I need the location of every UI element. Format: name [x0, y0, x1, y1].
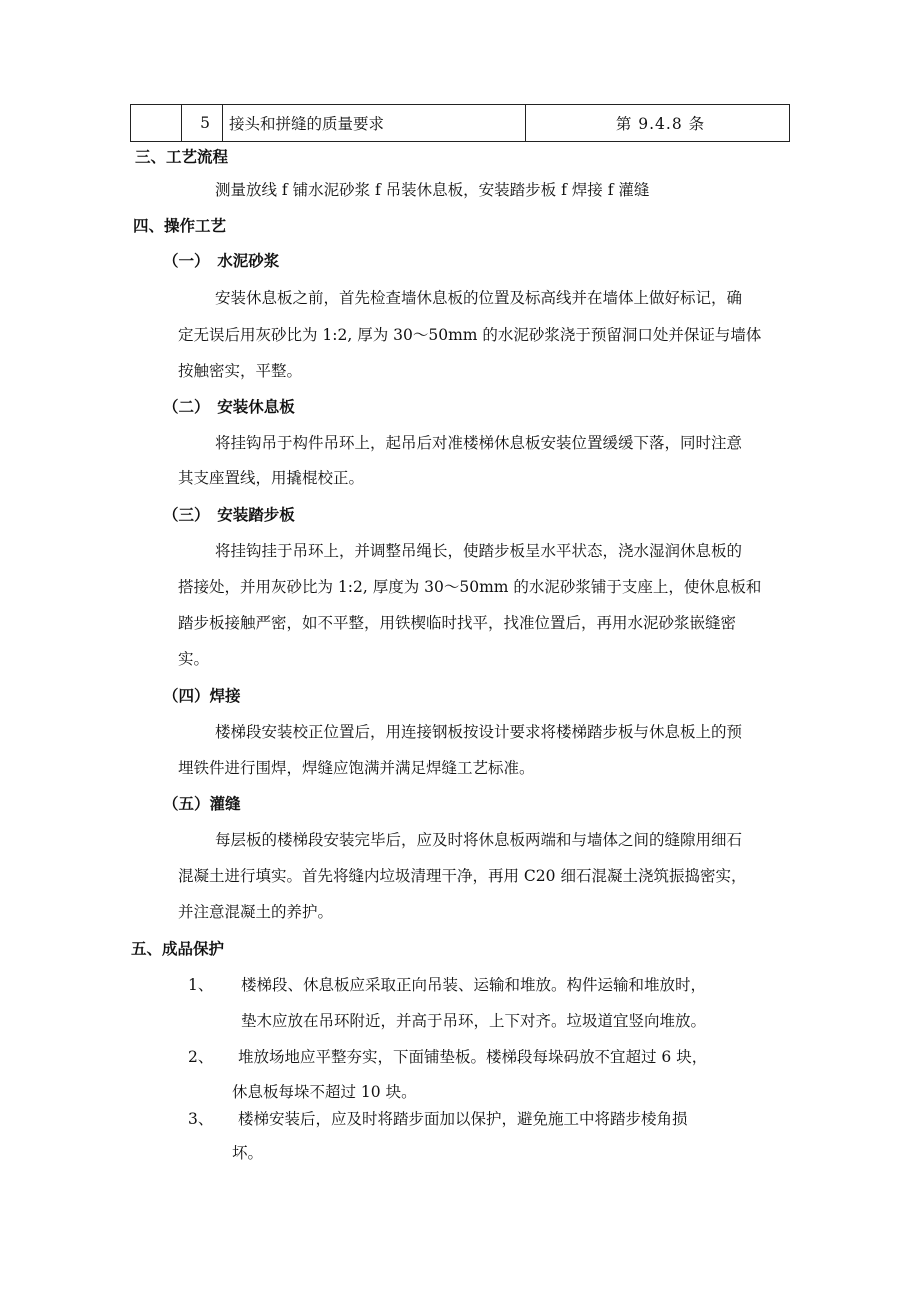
table-cell-reference: 第 9.4.8 条	[526, 105, 790, 142]
list-item-line: 坏。	[232, 1144, 264, 1162]
subsection-3-heading: （三） 安装踏步板	[163, 505, 295, 524]
list-item-line: 垫木应放在吊环附近，并高于吊环，上下对齐。垃圾道宜竖向堆放。	[241, 1012, 707, 1030]
subsection-3-line: 将挂钩挂于吊环上，并调整吊绳长，使踏步板呈水平状态，浇水湿润休息板的	[215, 542, 743, 560]
subsection-3-line: 实。	[178, 650, 210, 668]
subsection-5-line: 混凝土进行填实。首先将缝内垃圾清理干净，再用 C20 细石混凝土浇筑振捣密实，	[178, 867, 747, 885]
subsection-3-line: 踏步板接触严密，如不平整，用铁楔临时找平，找准位置后，再用水泥砂浆嵌缝密	[178, 614, 737, 632]
subsection-4-line: 埋铁件进行围焊，焊缝应饱满并满足焊缝工艺标准。	[178, 759, 535, 777]
subsection-4-heading: （四）焊接	[163, 686, 241, 705]
list-item-number: 1、	[188, 976, 214, 994]
list-item-line: 楼梯段、休息板应采取正向吊装、运输和堆放。构件运输和堆放时，	[241, 976, 707, 994]
subsection-2-line: 将挂钩吊于构件吊环上，起吊后对准楼梯休息板安装位置缓缓下落，同时注意	[215, 434, 743, 452]
subsection-1-heading: （一） 水泥砂浆	[163, 251, 280, 270]
process-flow: 测量放线 f 铺水泥砂浆 f 吊装休息板，安装踏步板 f 焊接 f 灌缝	[215, 181, 650, 199]
list-item-line: 堆放场地应平整夯实，下面铺垫板。楼梯段每垛码放不宜超过 6 块，	[238, 1048, 708, 1066]
subsection-5-heading: （五）灌缝	[163, 794, 241, 813]
list-item-number: 2、	[188, 1048, 214, 1066]
list-item-number: 3、	[188, 1110, 214, 1128]
table-cell-item: 接头和拼缝的质量要求	[223, 105, 526, 142]
list-item-line: 休息板每垛不超过 10 块。	[232, 1083, 417, 1101]
subsection-2-heading: （二） 安装休息板	[163, 397, 295, 416]
table-cell-number: 5	[182, 105, 223, 142]
section-3-heading: 三、工艺流程	[135, 147, 229, 166]
subsection-5-line: 每层板的楼梯段安装完毕后，应及时将休息板两端和与墙体之间的缝隙用细石	[215, 831, 743, 849]
section-4-heading: 四、操作工艺	[133, 216, 227, 235]
subsection-1-line: 按触密实，平整。	[178, 362, 303, 380]
quality-table	[130, 104, 790, 142]
subsection-5-line: 并注意混凝土的养护。	[178, 903, 334, 921]
subsection-1-line: 定无误后用灰砂比为 1:2, 厚为 30～50mm 的水泥砂浆浇于预留洞口处并保证与墙体	[178, 326, 762, 344]
table-cell-blank	[131, 105, 182, 142]
subsection-1-line: 安装休息板之前，首先检查墙休息板的位置及标高线并在墙体上做好标记，确	[215, 289, 743, 307]
table-row	[131, 105, 790, 142]
subsection-4-line: 楼梯段安装校正位置后，用连接钢板按设计要求将楼梯踏步板与休息板上的预	[215, 723, 743, 741]
subsection-2-line: 其支座置线，用撬棍校正。	[178, 469, 365, 487]
list-item-line: 楼梯安装后，应及时将踏步面加以保护，避免施工中将踏步棱角损	[238, 1110, 688, 1128]
subsection-3-line: 搭接处，并用灰砂比为 1:2, 厚度为 30～50mm 的水泥砂浆铺于支座上，使休息板和	[178, 578, 762, 596]
section-5-heading: 五、成品保护	[131, 939, 225, 958]
